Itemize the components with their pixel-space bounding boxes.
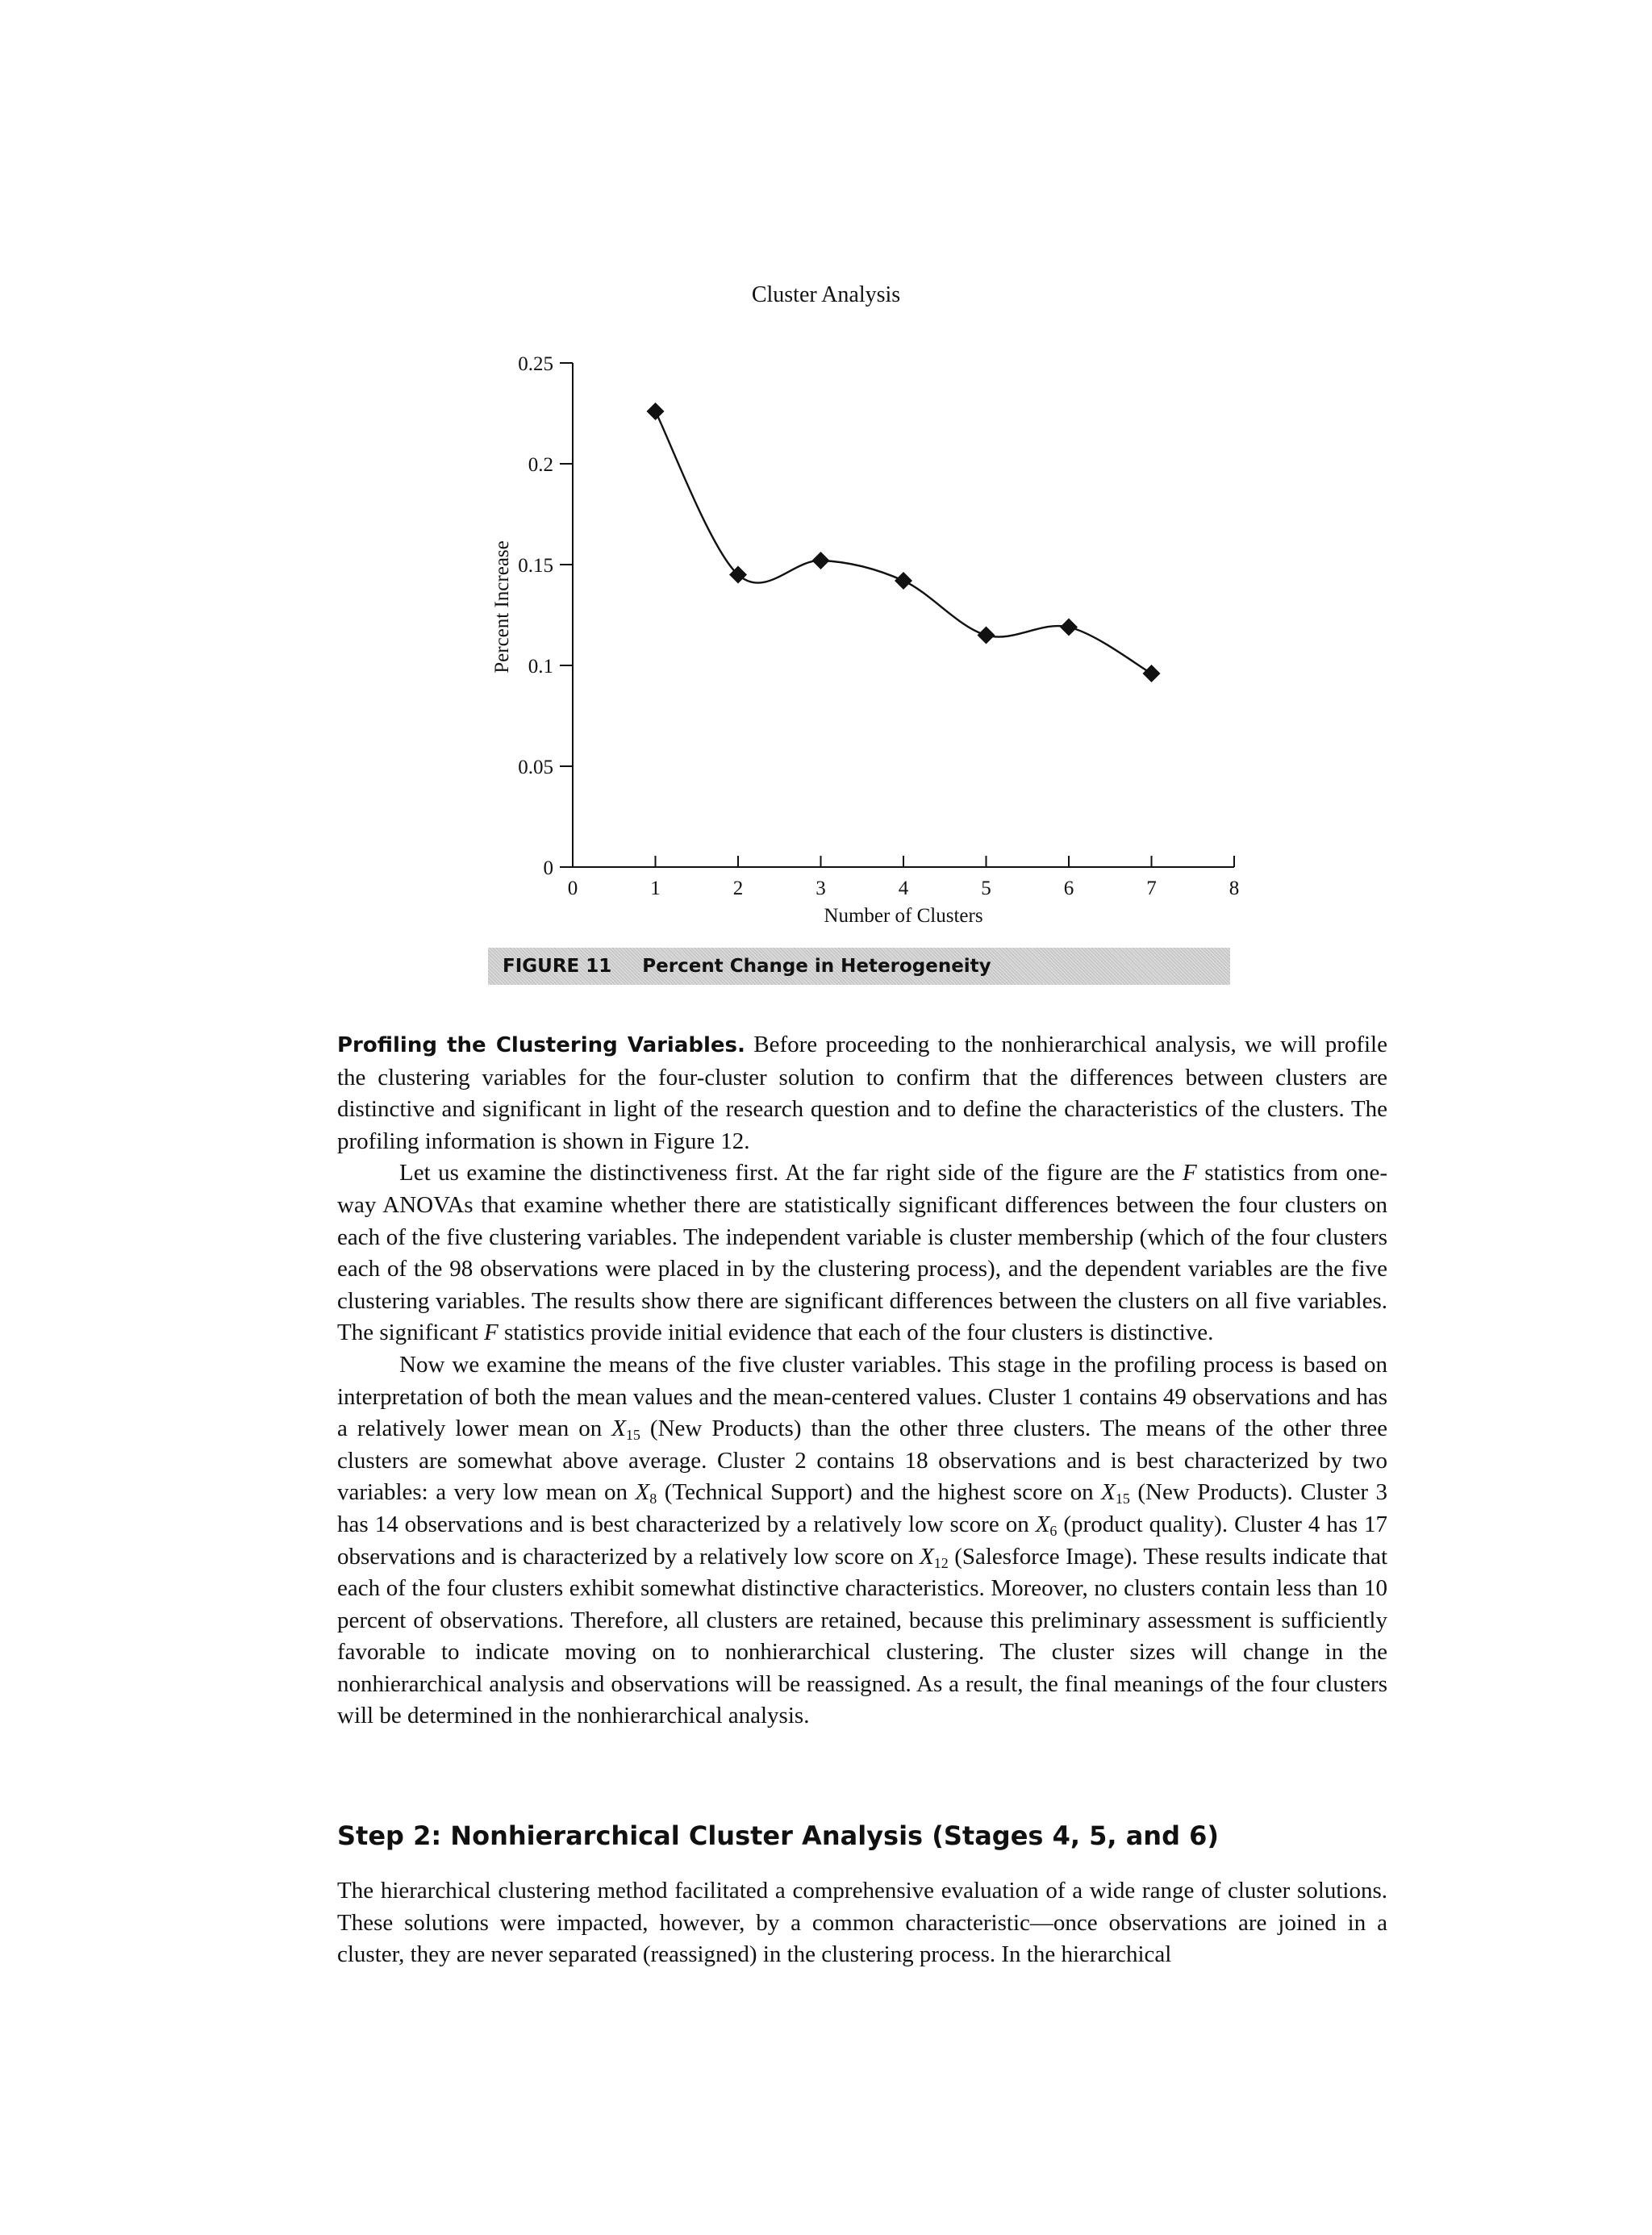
- chart-ticks: [518, 353, 1239, 899]
- x-tick-label: 3: [816, 878, 826, 899]
- x-axis-label: Number of Clusters: [824, 905, 983, 927]
- profiling-heading: Profiling the Clustering Variables.: [337, 1033, 745, 1057]
- data-point-marker: [812, 552, 830, 569]
- y-axis-label: Percent Increase: [491, 540, 513, 673]
- x-tick-label: 7: [1146, 878, 1157, 899]
- data-point-marker: [978, 627, 995, 644]
- figure-label: FIGURE 11: [503, 956, 612, 977]
- profiling-paragraph-1: Profiling the Clustering Variables. Before proceeding to the nonhierarchical analysis, we will profile the clustering variables for the four-cluster solution to confirm that the differences between clusters are distinctive and significant in light of the research question and to define the characteristics of the clusters. The profiling information is shown in Figure 12.: [337, 1032, 1387, 1154]
- x-tick-label: 6: [1063, 878, 1074, 899]
- data-point-marker: [1060, 619, 1078, 636]
- y-tick-label: 0.2: [528, 454, 553, 476]
- figure-title: Percent Change in Heterogeneity: [642, 956, 991, 977]
- step2-paragraph-1: The hierarchical clustering method facilitated a comprehensive evaluation of a wide range of cluster solutions. These solutions were impacted, however, by a common characteristic—once observations are joined in a cluster, they are never separated (reassigned) in the clustering process. In the hierarchical: [337, 1878, 1387, 1968]
- x-tick-label: 5: [981, 878, 991, 899]
- profiling-paragraph-3: Now we examine the means of the five cluster variables. This stage in the profiling process is based on interpretation of both the mean values and the mean-centered values. Cluster 1 contains 49 observations and has a relatively lower mean on $X_{15}$ (New Products) than the other three clusters. The means of the other three clusters are somewhat above average. Cluster 2 contains 18 observations and is best characterized by two variables: a very low mean on $X_8$ (Technical Support) and the highest score on $X_{15}$ (New Products). Cluster 3 has 14 observations and is best characterized by a relatively low score on $X_6$ (product quality). Cluster 4 has 17 observations and is characterized by a relatively low score on $X_{12}$ (Salesforce Image). These results indicate that each of the four clusters exhibit somewhat distinctive characteristics. Moreover, no clusters contain less than 10 percent of observations. Therefore, all clusters are retained, because this preliminary assessment is sufficiently favorable to indicate moving on to nonhierarchical clustering. The cluster sizes will change in the nonhierarchical analysis and observations will be reassigned. As a result, the final meanings of the four clusters will be determined in the nonhierarchical analysis.: [337, 1351, 1388, 1729]
- x-tick-label: 2: [732, 878, 744, 899]
- y-tick-label: 0.25: [518, 353, 553, 375]
- x-tick-label: 8: [1229, 878, 1240, 899]
- step2-heading: Step 2: Nonhierarchical Cluster Analysis (Stages 4, 5, and 6): [337, 1820, 1220, 1851]
- step2-section: [337, 1875, 1387, 1971]
- running-head: Cluster Analysis: [751, 282, 901, 307]
- y-tick-label: 0.1: [528, 656, 553, 678]
- x-tick-label: 0: [567, 878, 578, 899]
- y-tick-label: 0.05: [518, 757, 553, 778]
- data-point-marker: [895, 572, 912, 590]
- percent-change-chart: [452, 327, 1258, 948]
- x-tick-label: 4: [898, 878, 909, 899]
- data-point-marker: [1143, 665, 1161, 682]
- y-tick-label: 0: [543, 857, 553, 879]
- series-line: [656, 411, 1152, 673]
- figure-caption: [488, 948, 1230, 985]
- chart-axes: [573, 363, 1234, 867]
- x-tick-label: 1: [650, 878, 661, 899]
- data-point-marker: [647, 402, 665, 420]
- data-points: [647, 402, 1161, 682]
- profiling-paragraph-2: Let us examine the distinctiveness first. At the far right side of the figure are the F statistics from one-way ANOVAs that examine whether there are statistically significant differences between the four clusters on each of the five clustering variables. The independent variable is cluster membership (which of the four clusters each of the 98 observations were placed in by the clustering process), and the dependent variables are the five clustering variables. The results show there are significant differences between the clusters on all five variables. The significant F statistics provide initial evidence that each of the four clusters is distinctive.: [337, 1160, 1387, 1346]
- y-tick-label: 0.15: [518, 555, 553, 577]
- profiling-section: [337, 1029, 1387, 1733]
